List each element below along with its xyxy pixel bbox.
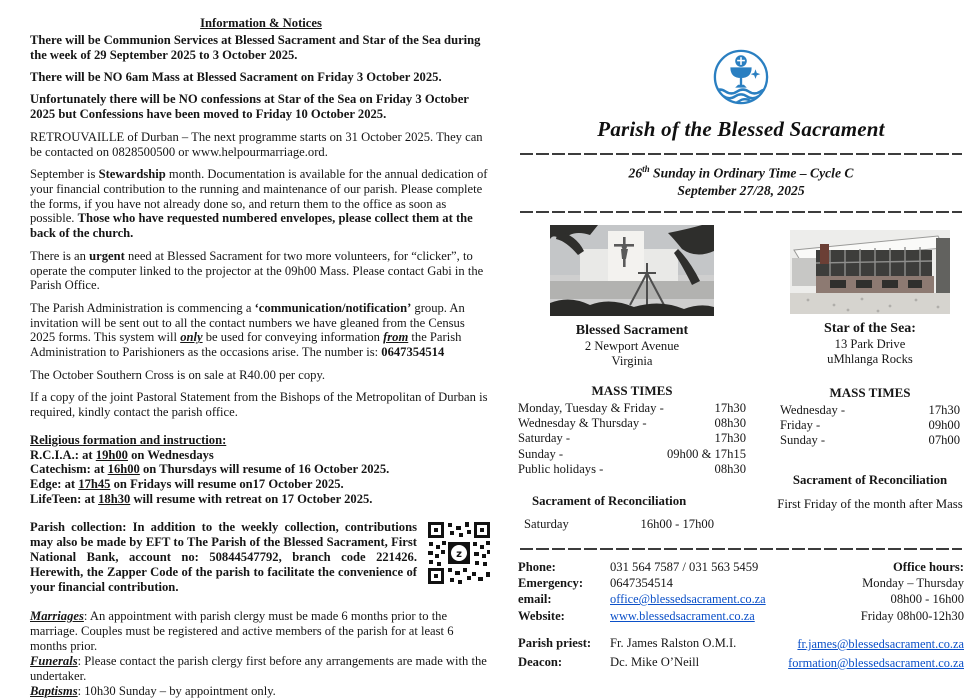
office-hours-line: Monday – Thursday xyxy=(862,575,964,590)
phone-value: 031 564 7587 / 031 563 5459 xyxy=(610,559,759,574)
email-label: email: xyxy=(518,592,552,607)
mass-time: 09h00 & 17h15 xyxy=(666,446,746,461)
mass-time: 08h30 xyxy=(714,462,746,477)
catechism-line: Catechism: at 16h00 on Thursdays will resume of 16 October 2025. xyxy=(30,462,390,477)
sunday-line: 26th Sunday in Ordinary Time – Cycle C xyxy=(628,164,854,181)
website-link[interactable]: www.blessedsacrament.co.za xyxy=(610,608,755,623)
notice-communication-group: The Parish Administration is commencing a ‘communication/notification’ group. An invitation will be sent out to all the contact numbers we have gleaned from the Census 2025 forms. This system will only be used for conveying information from the Parish Administration to Parishioners as the occasions arise. The number is: 0647354514 xyxy=(30,300,465,360)
mass-day: Wednesday - xyxy=(780,402,846,417)
blessed-sacrament-reconciliation xyxy=(518,494,746,532)
clergy-links xyxy=(788,635,964,673)
reconciliation-time: 16h00 - 17h00 xyxy=(640,516,714,531)
mass-time-row xyxy=(780,433,960,448)
divider-rule xyxy=(520,211,962,213)
parish-priest-name: Fr. James Ralston O.M.I. xyxy=(610,635,737,650)
marriages-line: Marriages: An appointment with parish clergy must be made 6 months prior to the marriage. Couples must be registered and active members of the parish for at least 6 months prior. xyxy=(30,609,454,654)
clergy-details xyxy=(518,635,736,673)
phone-label: Phone: xyxy=(518,559,556,574)
mass-time-row xyxy=(780,403,960,418)
religious-formation-heading: Religious formation and instruction: xyxy=(30,432,227,447)
mass-time: 09h00 xyxy=(928,418,960,433)
edge-line: Edge: at 17h45 on Fridays will resume on17 October 2025. xyxy=(30,477,344,492)
mass-time-row xyxy=(518,416,746,431)
blessed-sacrament-name: Blessed Sacrament xyxy=(575,322,689,338)
parish-logo xyxy=(518,48,964,111)
mass-day: Sunday - xyxy=(780,433,826,448)
divider-rule xyxy=(520,153,962,155)
blessed-sacrament-address2: Virginia xyxy=(611,353,653,368)
mass-day: Monday, Tuesday & Friday - xyxy=(518,400,664,415)
emergency-label: Emergency: xyxy=(518,575,584,590)
star-of-the-sea-address2: uMhlanga Rocks xyxy=(827,351,913,366)
parish-priest-label: Parish priest: xyxy=(518,635,592,650)
notices-column xyxy=(30,16,492,699)
office-hours-line: 08h00 - 16h00 xyxy=(890,592,964,607)
notice-communion-services: There will be Communion Services at Blessed Sacrament and Star of the Sea during the week of 29 September 2025 to 3 October 2025. xyxy=(30,32,481,62)
office-hours xyxy=(861,559,964,624)
mass-time: 08h30 xyxy=(714,416,746,431)
mass-day: Friday - xyxy=(780,418,821,433)
mass-times-heading: MASS TIMES xyxy=(829,384,911,400)
svg-text:z: z xyxy=(456,549,462,561)
blessed-sacrament-mass-times xyxy=(518,383,746,478)
emergency-value: 0647354514 xyxy=(610,575,673,590)
star-of-the-sea-name: Star of the Sea: xyxy=(824,320,916,336)
mass-day: Wednesday & Thursday - xyxy=(518,416,647,431)
mass-time-row xyxy=(780,418,960,433)
formation-email-link[interactable]: formation@blessedsacrament.co.za xyxy=(788,655,964,670)
contact-section xyxy=(518,559,964,673)
funerals-line: Funerals: Please contact the parish clergy first before any arrangements are made with the undertaker. xyxy=(30,653,487,683)
blessed-sacrament-address1: 2 Newport Avenue xyxy=(584,338,680,353)
office-hours-label: Office hours: xyxy=(893,559,964,574)
zapper-qr-code xyxy=(426,520,492,590)
parish-title: Parish of the Blessed Sacrament xyxy=(597,117,885,141)
star-of-the-sea-mass-times xyxy=(776,385,964,449)
mass-time-row xyxy=(518,401,746,416)
baptisms-line: Baptisms: 10h30 Sunday – by appointment only. xyxy=(30,683,276,698)
reconciliation-day: Saturday xyxy=(524,516,569,531)
office-email-link[interactable]: office@blessedsacrament.co.za xyxy=(610,592,766,607)
notice-retrouvaille: RETROUVAILLE of Durban – The next programme starts on 31 October 2025. They can be contacted on 0828500500 or www.helpourmarriage.ord. xyxy=(30,129,483,159)
reconciliation-note: First Friday of the month after Mass xyxy=(777,496,963,511)
parish-collection-text: Parish collection: In addition to the weekly collection, contributions may also be made by EFT to The Parish of the Blessed Sacrament, First National Bank, account no: 50844547792, branch code 221426. Herewith, the Zapper Code of the parish to facilitate the convenience of your financial contribution. xyxy=(30,520,417,594)
blessed-sacrament-photo xyxy=(518,225,746,316)
website-label: Website: xyxy=(518,608,565,623)
mass-day: Public holidays - xyxy=(518,462,604,477)
mass-times-heading: MASS TIMES xyxy=(591,382,673,398)
sparkle-icon xyxy=(751,69,761,79)
mass-time: 17h30 xyxy=(714,400,746,415)
sacraments-block xyxy=(30,609,492,698)
notices-list xyxy=(30,16,492,507)
notice-clicker-volunteers: There is an urgent need at Blessed Sacrament for two more volunteers, for “clicker”, to operate the computer linked to the projector at the 09h00 Mass. Please contact Gabi in the Parish Office. xyxy=(30,248,484,293)
star-of-the-sea-section xyxy=(776,225,964,532)
mass-time: 17h30 xyxy=(928,402,960,417)
mass-time-row xyxy=(518,462,746,477)
mass-time: 17h30 xyxy=(714,431,746,446)
notice-southern-cross: The October Southern Cross is on sale at R40.00 per copy. xyxy=(30,367,326,382)
star-of-the-sea-address1: 13 Park Drive xyxy=(834,336,906,351)
mass-day: Saturday - xyxy=(518,431,571,446)
deacon-name: Dc. Mike O’Neill xyxy=(610,654,700,669)
lifeteen-line: LifeTeen: at 18h30 will resume with retreat on 17 October 2025. xyxy=(30,492,373,507)
masthead-column xyxy=(518,48,964,673)
contact-details xyxy=(518,559,766,624)
star-of-the-sea-photo xyxy=(776,230,964,314)
mass-time-row xyxy=(518,447,746,462)
mass-day: Sunday - xyxy=(518,446,564,461)
priest-email-link[interactable]: fr.james@blessedsacrament.co.za xyxy=(797,636,964,651)
blessed-sacrament-section xyxy=(518,225,746,532)
rcia-line: R.C.I.A.: at 19h00 on Wednesdays xyxy=(30,447,214,462)
notice-no-6am-mass: There will be NO 6am Mass at Blessed Sacrament on Friday 3 October 2025. xyxy=(30,70,442,85)
parish-collection-block xyxy=(30,520,492,594)
date-line: September 27/28, 2025 xyxy=(677,182,805,198)
notice-stewardship: September is Stewardship month. Documentation is available for the annual dedication of your financial contribution to the running and maintenance of our parish. Please complete the forms, if you have not already done so, and return them to the office as soon as possible. Those who have requested numbered envelopes, please collect them at the back of the church. xyxy=(30,166,488,241)
reconciliation-heading: Sacrament of Reconciliation xyxy=(792,472,948,487)
notice-no-confessions: Unfortunately there will be NO confessions at Star of the Sea on Friday 3 October 2025 but Confessions have been moved to Friday 10 October 2025. xyxy=(30,92,469,122)
divider-rule xyxy=(520,548,962,550)
notices-heading: Information & Notices xyxy=(200,16,322,30)
deacon-label: Deacon: xyxy=(518,654,563,669)
reconciliation-heading: Sacrament of Reconciliation xyxy=(532,493,687,508)
star-of-the-sea-reconciliation xyxy=(776,473,964,512)
chalice-icon xyxy=(730,55,751,87)
mass-time: 07h00 xyxy=(928,433,960,448)
mass-time-row xyxy=(518,431,746,446)
office-hours-line: Friday 08h00-12h30 xyxy=(860,608,964,623)
notice-pastoral-statement: If a copy of the joint Pastoral Statement from the Bishops of the Metropolitan of Durban is required, kindly contact the parish office. xyxy=(30,390,488,419)
